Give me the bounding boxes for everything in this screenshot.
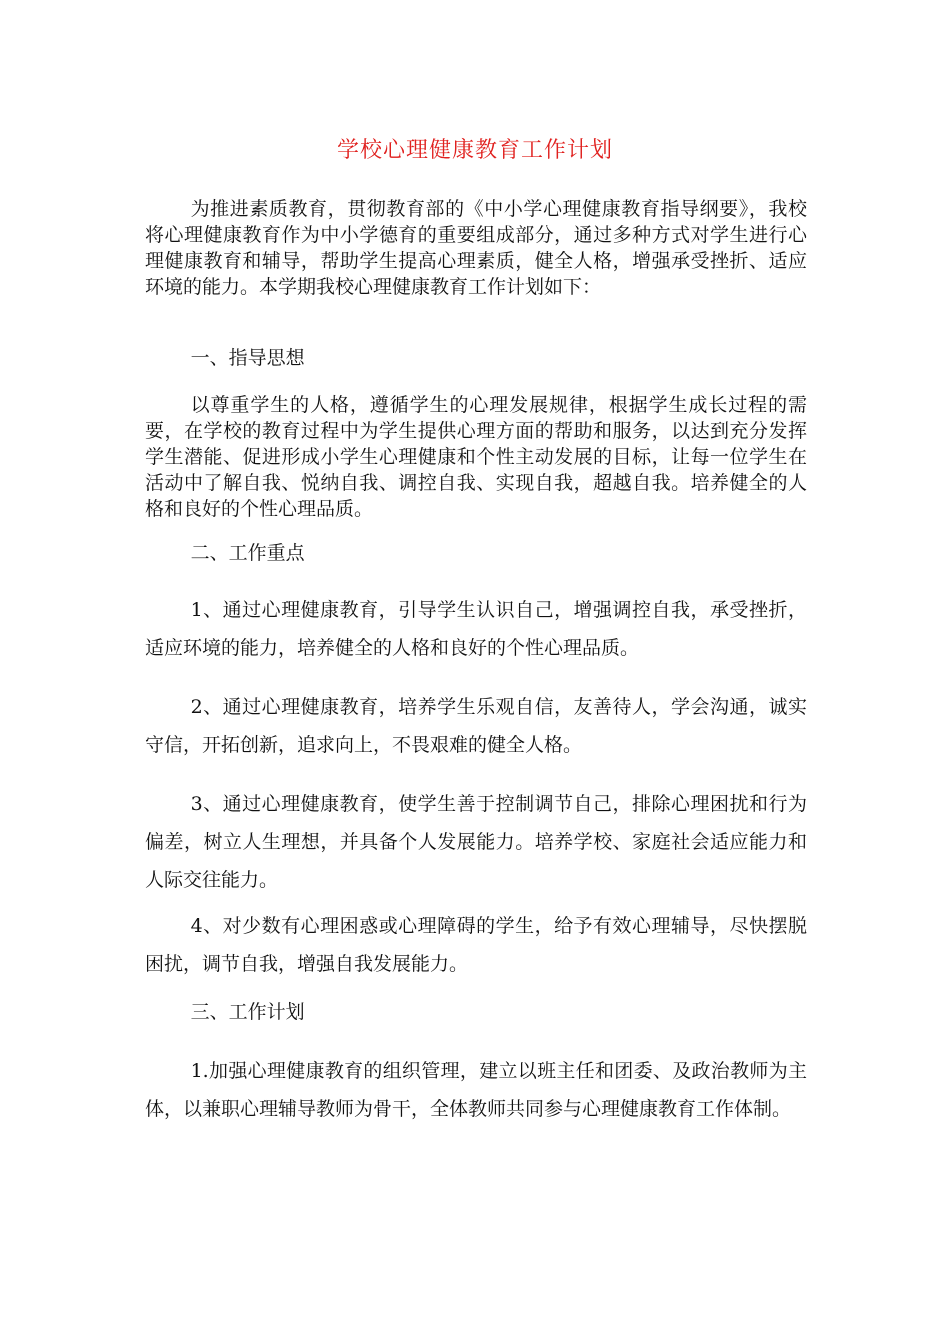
document-title: 学校心理健康教育工作计划 [336,138,613,163]
section-heading-work-plan: 三、工作计划 [190,1001,305,1023]
work-focus-item-2: 2、通过心理健康教育，培养学生乐观自信，友善待人，学会沟通，诚实守信，开拓创新，追求向上，不畏艰难的健全人格。 [145,696,807,756]
work-focus-item-3: 3、通过心理健康教育，使学生善于控制调节自己，排除心理困扰和行为偏差，树立人生理想，并具备个人发展能力。培养学校、家庭社会适应能力和人际交往能力。 [145,793,807,891]
section-heading-guiding-ideology: 一、指导思想 [190,347,305,369]
work-focus-item-4: 4、对少数有心理困惑或心理障碍的学生，给予有效心理辅导，尽快摆脱困扰，调节自我，增强自我发展能力。 [145,915,807,975]
work-plan-item-1: 1.加强心理健康教育的组织管理，建立以班主任和团委、及政治教师为主体，以兼职心理辅导教师为骨干，全体教师共同参与心理健康教育工作体制。 [145,1060,807,1120]
guiding-ideology-paragraph: 以尊重学生的人格，遵循学生的心理发展规律，根据学生成长过程的需要，在学校的教育过程中为学生提供心理方面的帮助和服务，以达到充分发挥学生潜能、促进形成小学生心理健康和个性主动发展的目标，让每一位学生在活动中了解自我、悦纳自我、调控自我、实现自我，超越自我。培养健全的人格和良好的个性心理品质。 [145,394,807,520]
intro-paragraph: 为推进素质教育，贯彻教育部的《中小学心理健康教育指导纲要》，我校将心理健康教育作为中小学德育的重要组成部分，通过多种方式对学生进行心理健康教育和辅导，帮助学生提高心理素质，健全人格，增强承受挫折、适应环境的能力。本学期我校心理健康教育工作计划如下： [145,198,807,298]
work-focus-item-1: 1、通过心理健康教育，引导学生认识自己，增强调控自我，承受挫折，适应环境的能力，培养健全的人格和良好的个性心理品质。 [145,599,807,659]
section-heading-work-focus: 二、工作重点 [190,542,305,564]
